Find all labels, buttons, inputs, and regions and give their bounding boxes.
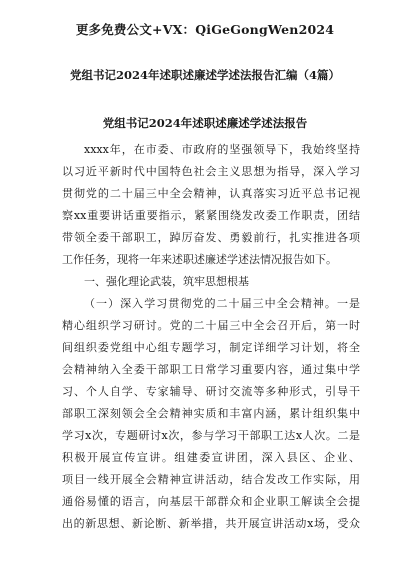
body-line: 带领全委干部职工，踔厉奋发、勇毅前行，扎实推进各项: [62, 231, 360, 244]
body-line: 习、个人自学、专家辅导、研讨交流等多种形式，引导干: [62, 385, 360, 398]
body-line: 积极开展宣传宣讲。组建委宣讲团，深入县区、企业、: [62, 451, 360, 464]
body-line: 以习近平新时代中国特色社会主义思想为指导，深入学习: [62, 165, 360, 178]
body-line: 工作任务，现将一年来述职述廉述学述法情况报告如下。: [62, 253, 337, 266]
document-body: [62, 139, 360, 535]
body-line: 通俗易懂的语言，向基层干部群众和企业职工解读全会提: [62, 495, 360, 508]
document-title: 党组书记2024年述职述廉述学述法报告: [102, 116, 308, 130]
promo-line: 更多免费公文+VX：QiGeGongWen2024: [75, 22, 335, 37]
section-heading: 一、强化理论武装，筑牢思想根基: [84, 275, 249, 288]
body-line: 出的新思想、新论断、新举措，共开展宣讲活动x场，受众: [62, 517, 360, 530]
body-line: 精心组织学习研讨。党的二十届三中全会召开后，第一时: [62, 319, 360, 332]
body-line: 项目一线开展全会精神宣讲活动，结合发改工作实际，用: [62, 473, 360, 486]
body-line: 学习x次，专题研讨x次，参与学习干部职工达x人次。二是: [62, 429, 360, 442]
body-line: 贯彻党的二十届三中全会精神，认真落实习近平总书记视: [62, 187, 360, 200]
body-line: 部职工深刻领会全会精神实质和丰富内涵，累计组织集中: [62, 407, 360, 420]
body-line: 间组织委党组中心组专题学习，制定详细学习计划，将全: [62, 341, 360, 354]
body-line: 察xx重要讲话重要指示，紧紧围绕发改委工作职责，团结: [62, 209, 360, 222]
body-line: （一）深入学习贯彻党的二十届三中全会精神。一是: [84, 297, 360, 310]
body-line: xxxx年，在市委、市政府的坚强领导下，我始终坚持: [84, 143, 360, 156]
collection-title: 党组书记2024年述职述廉述学述法报告汇编（4篇）: [69, 68, 340, 82]
body-line: 会精神纳入全委干部职工日常学习重要内容，通过集中学: [62, 363, 360, 376]
